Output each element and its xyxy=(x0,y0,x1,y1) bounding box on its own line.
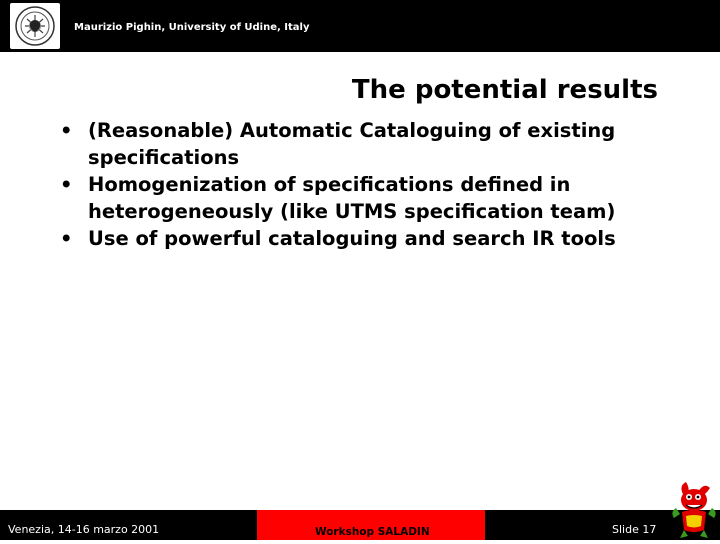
bullet-text: Use of powerful cataloguing and search IR tools xyxy=(88,227,616,250)
bullet-item xyxy=(60,118,670,171)
bullet-text: Homogenization of specifications defined in heterogeneously (like UTMS specification team) xyxy=(88,173,616,223)
red-dragon-mascot-icon xyxy=(668,478,720,540)
bullet-dot-icon: • xyxy=(60,173,73,196)
university-seal-icon xyxy=(10,3,60,49)
footer-workshop-name: Workshop SALADIN xyxy=(315,526,430,538)
bullet-item xyxy=(60,172,670,225)
slide-title: The potential results xyxy=(351,75,658,105)
header-bar xyxy=(0,0,720,52)
bullet-item xyxy=(60,226,670,253)
bullet-dot-icon: • xyxy=(60,227,73,250)
slide-number: Slide 17 xyxy=(612,523,657,536)
footer-workshop-panel xyxy=(257,510,485,540)
bullet-dot-icon: • xyxy=(60,119,73,142)
header-author-text: Maurizio Pighin, University of Udine, Italy xyxy=(74,22,310,33)
footer-date: Venezia, 14-16 marzo 2001 xyxy=(8,523,160,536)
bullet-text: (Reasonable) Automatic Cataloguing of existing specifications xyxy=(88,119,616,169)
footer-bar xyxy=(0,510,720,540)
bullet-list xyxy=(60,118,670,254)
